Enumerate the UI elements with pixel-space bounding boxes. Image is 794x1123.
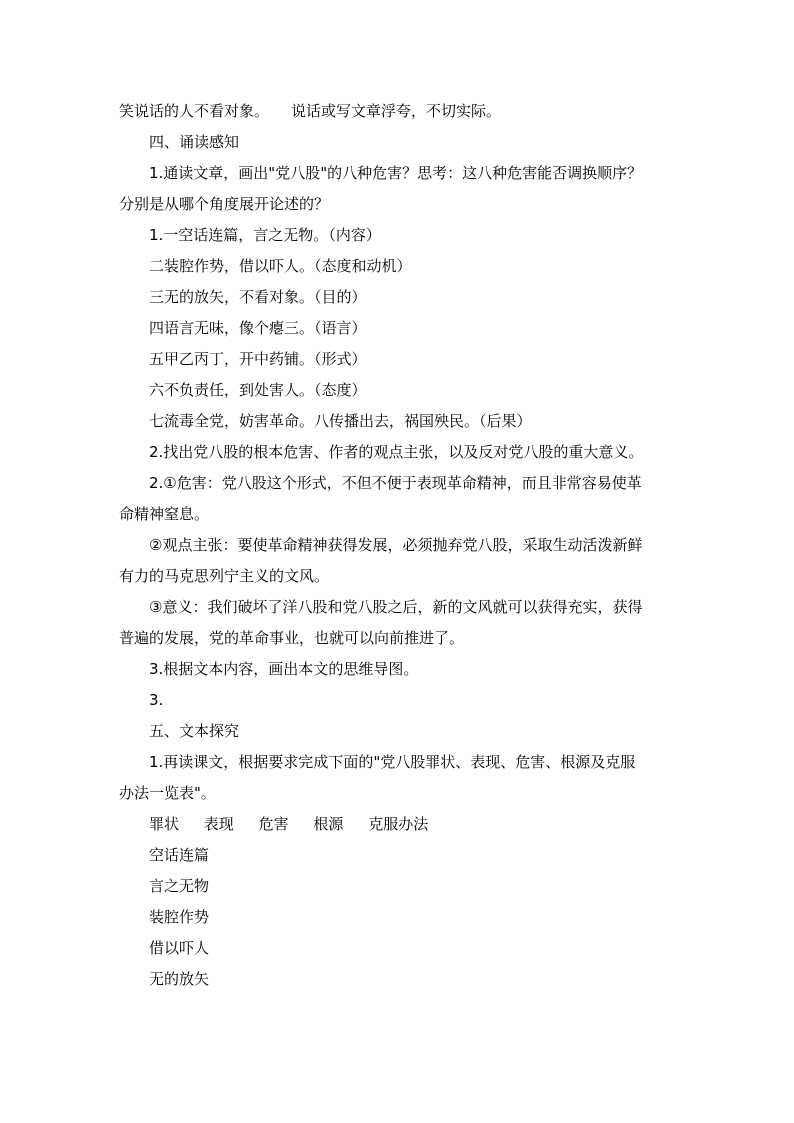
question-line: 1.通读文章，画出"党八股"的八种危害？思考：这八种危害能否调换顺序？: [149, 164, 643, 182]
table-row: 无的放矢: [149, 970, 210, 988]
table-row: 空话连篇: [149, 846, 210, 864]
answer-line: 四语言无味，像个瘪三。（语言）: [149, 319, 367, 337]
document-body: [119, 96, 679, 995]
table-header-cell: 罪状: [149, 815, 180, 833]
answer-line: 2.①危害：党八股这个形式，不但不便于表现革命精神，而且非常容易使革: [149, 474, 642, 492]
answer-line: 七流毒全党，妨害革命。八传播出去，祸国殃民。（后果）: [149, 412, 532, 430]
table-row: 言之无物: [149, 877, 210, 895]
question-line: 3.根据文本内容，画出本文的思维导图。: [149, 660, 419, 678]
table-header-cell: 表现: [203, 815, 234, 833]
text-line: [119, 96, 679, 127]
answer-line: 有力的马克思列宁主义的文风。: [119, 567, 330, 585]
question-line: 2.找出党八股的根本危害、作者的观点主张，以及反对党八股的重大意义。: [149, 443, 644, 461]
answer-line: 1.一空话连篇，言之无物。（内容）: [149, 226, 381, 244]
question-line: 办法一览表"。: [119, 784, 216, 802]
text-fragment: 说话或写文章浮夸，不切实际。: [291, 102, 502, 120]
section-heading: 五、文本探究: [149, 722, 240, 740]
section-heading: 四、诵读感知: [149, 133, 240, 151]
table-header-cell: 克服办法: [368, 815, 429, 833]
answer-line: 六不负责任，到处害人。（态度）: [149, 381, 367, 399]
table-header-row: [119, 809, 679, 840]
answer-line: ②观点主张：要使革命精神获得发展，必须抛弃党八股，采取生动活泼新鲜: [149, 536, 643, 554]
answer-line: 二装腔作势，借以吓人。（态度和动机）: [149, 257, 412, 275]
table-header-cell: 根源: [313, 815, 344, 833]
table-row: 借以吓人: [149, 939, 210, 957]
table-row: 装腔作势: [149, 908, 210, 926]
question-line: 1.再读课文，根据要求完成下面的"党八股罪状、表现、危害、根源及克服: [149, 753, 636, 771]
answer-line: 五甲乙丙丁，开中药铺。（形式）: [149, 350, 367, 368]
answer-line: 三无的放矢，不看对象。（目的）: [149, 288, 367, 306]
table-header-cell: 危害: [258, 815, 289, 833]
answer-line: 3.: [149, 691, 164, 709]
answer-line: 普遍的发展，党的革命事业，也就可以向前推进了。: [119, 629, 465, 647]
answer-line: 命精神窒息。: [119, 505, 210, 523]
text-fragment: 笑说话的人不看对象。: [119, 102, 270, 120]
question-line: 分别是从哪个角度展开论述的？: [119, 195, 330, 213]
answer-line: ③意义：我们破坏了洋八股和党八股之后，新的文风就可以获得充实，获得: [149, 598, 643, 616]
